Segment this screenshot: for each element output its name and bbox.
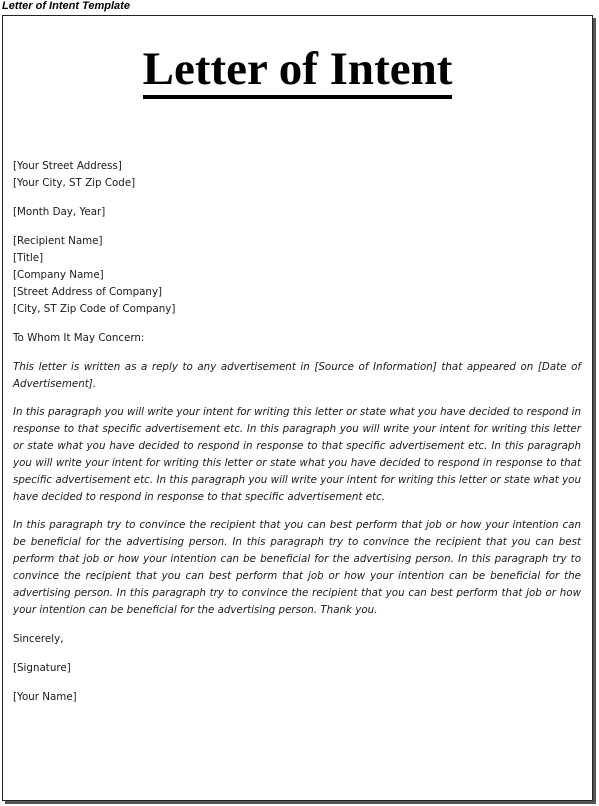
paragraph-intent: In this paragraph you will write your intent for writing this letter or state what you have decided to respond in response to that specific advertisement etc. In this paragraph you will write your intent for writing this letter or state what you have decided to respond in response to that specific advertisement etc. In this paragraph you will write your intent for writing this letter or state what you have decided to respond in response to that specific advertisement etc. In this paragraph you will write your intent for writing this letter or state what you have decided to respond in response to that specific advertisement etc.: [13, 406, 581, 503]
recipient-name: [Recipient Name]: [13, 235, 103, 247]
salutation: To Whom It May Concern:: [13, 332, 145, 344]
letter-sheet: [2, 15, 593, 801]
recipient-city: [City, ST Zip Code of Company]: [13, 303, 176, 315]
recipient-company: [Company Name]: [13, 269, 104, 281]
signature-placeholder: [Signature]: [13, 662, 71, 674]
letter-title: [3, 42, 592, 99]
paragraph-intro: This letter is written as a reply to any advertisement in [Source of Information] that appeared on [Date of Advertisement].: [13, 361, 581, 390]
recipient-title: [Title]: [13, 252, 44, 264]
template-caption: Letter of Intent Template: [2, 0, 130, 12]
paragraph-convince: In this paragraph try to convince the recipient that you can best perform that job or how your intention can be beneficial for the advertising person. In this paragraph try to convince the recipient that you can best perform that job or how your intention can be beneficial for the advertising person. In this paragraph try to convince the recipient that you can best perform that job or how your intention can be beneficial for the advertising person. In this paragraph try to convince the recipient that you can best perform that job or how your intention can be beneficial for the advertising person. Thank you.: [13, 519, 581, 616]
recipient-street: [Street Address of Company]: [13, 286, 163, 298]
letter-title-text: Letter of Intent: [143, 43, 453, 99]
letter-body: [13, 158, 581, 706]
closing: Sincerely,: [13, 633, 64, 645]
your-name-placeholder: [Your Name]: [13, 691, 77, 703]
sender-city: [Your City, ST Zip Code]: [13, 177, 136, 189]
letter-date: [Month Day, Year]: [13, 206, 106, 218]
sender-street: [Your Street Address]: [13, 160, 122, 172]
